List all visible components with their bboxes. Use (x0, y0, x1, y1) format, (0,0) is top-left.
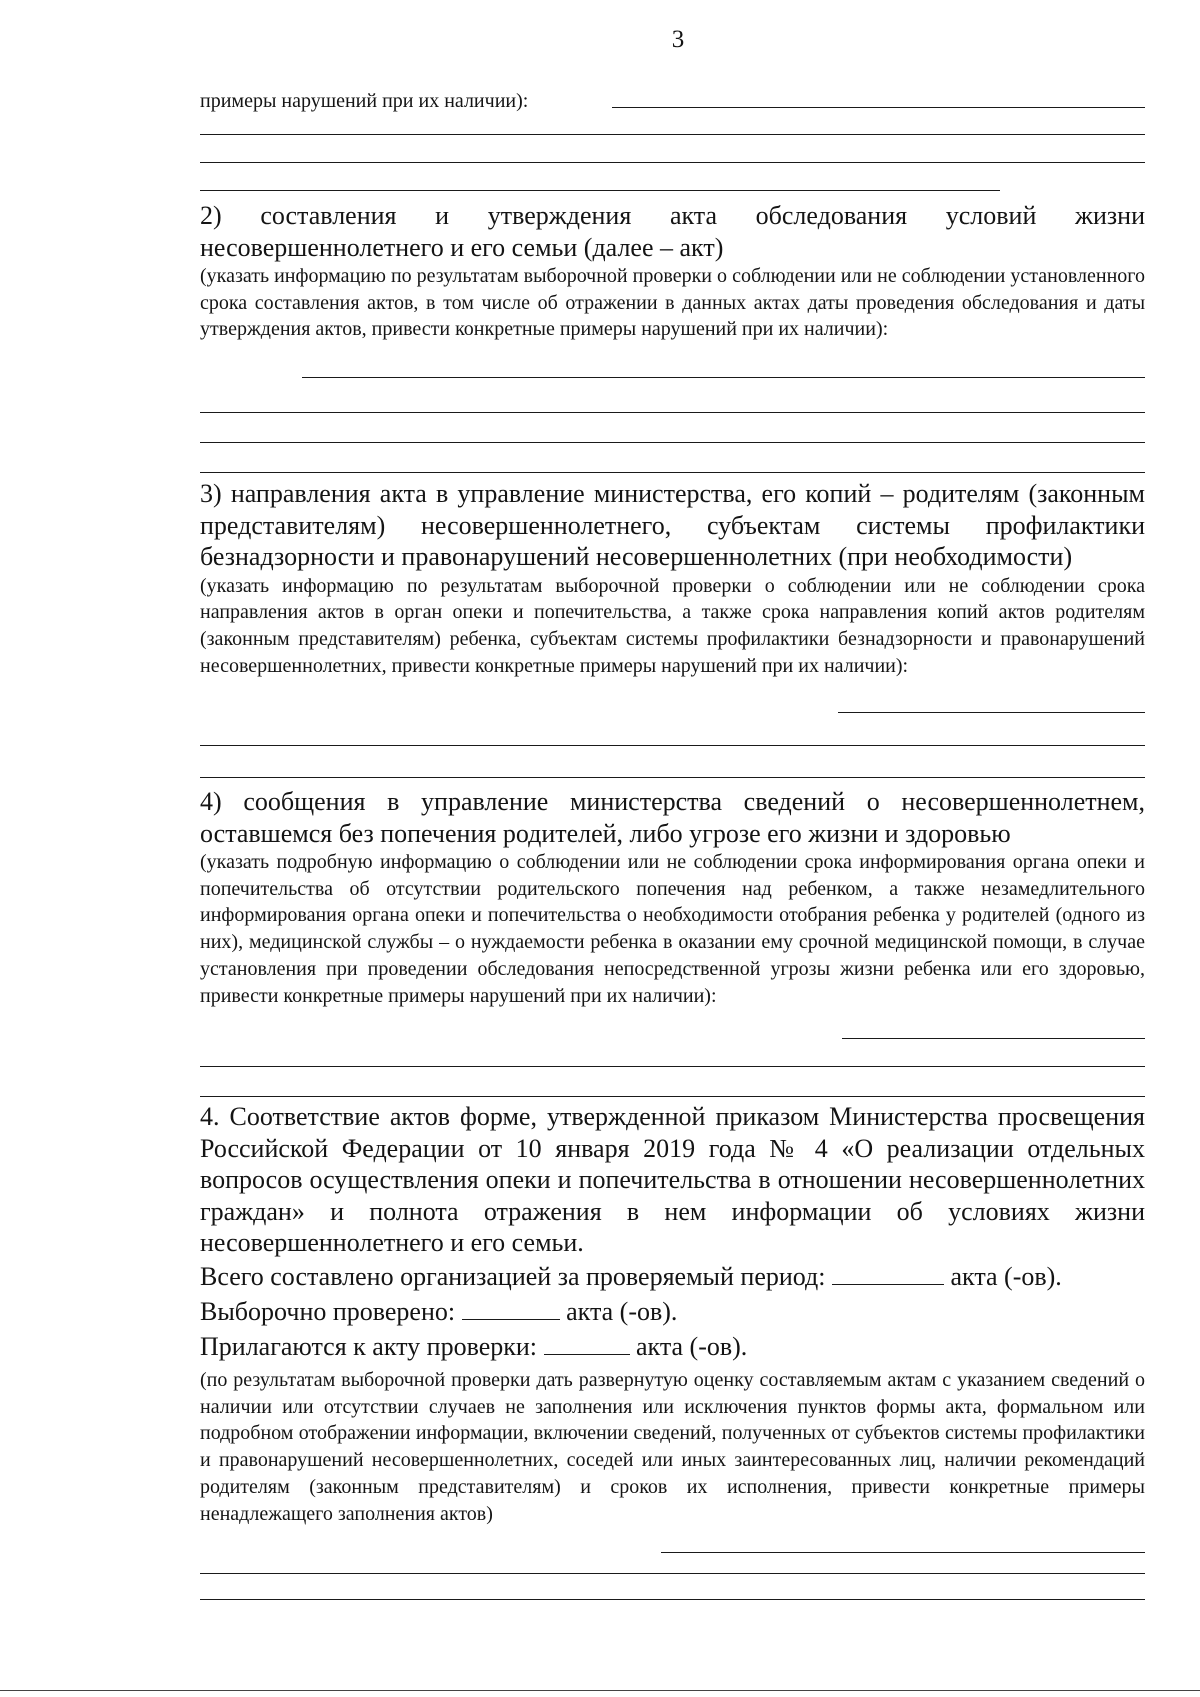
intro-tail-text (200, 88, 1145, 115)
section-2 (200, 200, 1145, 343)
section-3-note: (указать информацию по результатам выборочной проверки о соблюдении или не соблюдении срока направления актов в орган опеки и попечительства, а также срока направления копий актов родителям (законным представителям) ребенка, субъектам системы профилактики безнадзорности и правонарушений несовершеннолетних, привести конкретные примеры нарушений при их наличии): (200, 574, 1145, 677)
page-edge (0, 1690, 1200, 1691)
checked-acts-unit: акта (-ов). (566, 1297, 678, 1326)
section-3-heading: 3) направления акта в управление министерства, его копий – родителям (законным представителям) несовершеннолетнего, субъектам системы профилактики безнадзорности и правонарушений несовершеннолетних (при необходимости) (200, 479, 1145, 571)
total-acts-field[interactable] (832, 1266, 944, 1285)
attached-acts-field[interactable] (544, 1336, 630, 1355)
answer-line[interactable] (200, 442, 1145, 443)
section-4-heading: 4) сообщения в управление министерства сведений о несовершеннолетнем, оставшемся без попечения родителей, либо угрозе его жизни и здоровью (200, 787, 1145, 848)
total-acts-label: Всего составлено организацией за проверяемый период: (200, 1262, 826, 1291)
answer-line[interactable] (302, 377, 1145, 378)
item-4-note: (по результатам выборочной проверки дать развернутую оценку составляемым актам с указанием сведений о наличии или отсутствии случаев не заполнения или исключения пунктов формы акта, формальном или подробном отображении информации, включении сведений, полученных от субъектов системы профилактики и правонарушений несовершеннолетних, соседей или иных заинтересованных лиц, наличии рекомендаций родителям (законным представителям) и сроков их исполнения, привести конкретные примеры ненадлежащего заполнения актов) (200, 1369, 1145, 1525)
total-acts-row (200, 1261, 1145, 1293)
attached-acts-unit: акта (-ов). (636, 1332, 748, 1361)
answer-line[interactable] (200, 134, 1145, 135)
answer-line[interactable] (200, 472, 1145, 473)
intro-tail-label: примеры нарушений при их наличии): (200, 90, 529, 112)
section-4 (200, 786, 1145, 1009)
section-4-note: (указать подробную информацию о соблюдении или не соблюдении срока информирования органа опеки и попечительства об отсутствии родительского попечения над ребенком, а также незамедлительного информирования органа опеки и попечительства о необходимости отобрания ребенка у родителей (одного из них), медицинской службы – о нуждаемости ребенка в оказании ему срочной медицинской помощи, в случае установления при проведении обследования непосредственной угрозы жизни ребенка или его здоровью, привести конкретные примеры нарушений при их наличии): (200, 851, 1145, 1007)
checked-acts-field[interactable] (462, 1301, 560, 1320)
section-2-note: (указать информацию по результатам выборочной проверки о соблюдении или не соблюдении установленного срока составления актов, в том числе об отражении в данных актах даты проведения обследования и даты утверждения актов, привести конкретные примеры нарушений при их наличии): (200, 265, 1145, 341)
answer-line[interactable] (200, 1573, 1145, 1574)
answer-line[interactable] (200, 777, 1145, 778)
answer-line[interactable] (200, 1599, 1145, 1600)
answer-line[interactable] (661, 1552, 1145, 1553)
answer-line[interactable] (200, 1096, 1145, 1097)
attached-acts-label: Прилагаются к акту проверки: (200, 1332, 537, 1361)
section-2-heading: 2) составления и утверждения акта обследования условий жизни несовершеннолетнего и его семьи (далее – акт) (200, 201, 1145, 262)
attached-acts-row (200, 1331, 1145, 1363)
total-acts-unit: акта (-ов). (950, 1262, 1062, 1291)
answer-line[interactable] (200, 412, 1145, 413)
answer-line[interactable] (842, 1038, 1145, 1039)
answer-line[interactable] (200, 745, 1145, 746)
answer-line[interactable] (612, 107, 1145, 108)
answer-line[interactable] (200, 162, 1145, 163)
page-number: 3 (671, 26, 685, 53)
checked-acts-row (200, 1296, 1145, 1328)
answer-line[interactable] (838, 712, 1145, 713)
answer-line[interactable] (200, 190, 1000, 191)
answer-line[interactable] (200, 1066, 1145, 1067)
item-4 (200, 1101, 1145, 1259)
section-3 (200, 478, 1145, 679)
item-4-heading: 4. Соответствие актов форме, утвержденной приказом Министерства просвещения Российской Федерации от 10 января 2019 года № 4 «О реализации отдельных вопросов осуществления опеки и попечительства в отношении несовершеннолетних граждан» и полнота отражения в нем информации об условиях жизни несовершеннолетнего и его семьи. (200, 1102, 1145, 1257)
checked-acts-label: Выборочно проверено: (200, 1297, 456, 1326)
